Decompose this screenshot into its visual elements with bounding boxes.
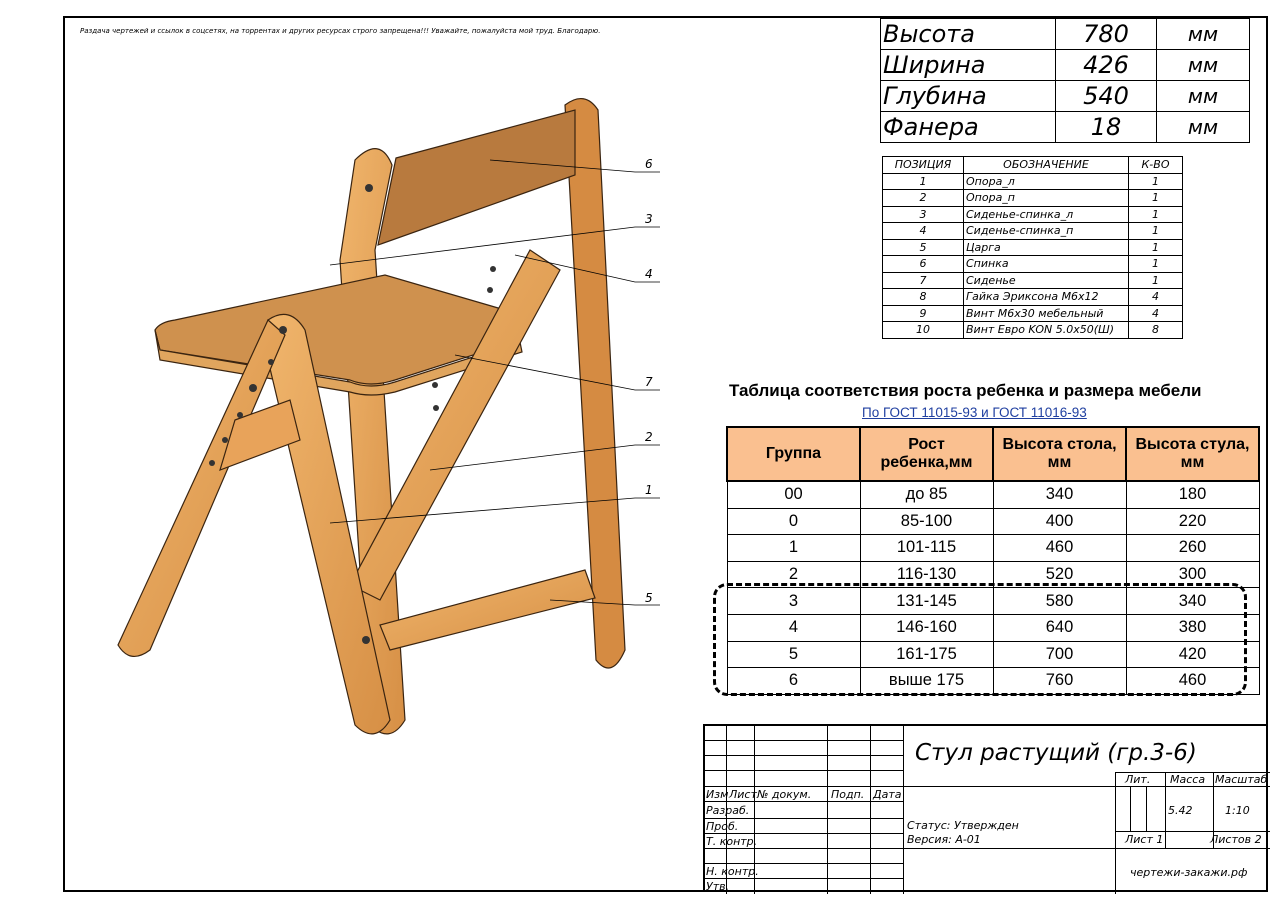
table-row: 00 до 85 340 180 (727, 481, 1259, 508)
table-header: ПОЗИЦИЯ ОБОЗНАЧЕНИЕ К-ВО (883, 157, 1183, 174)
backrest (378, 110, 575, 245)
age-table-title: Таблица соответствия роста ребенка и размера мебели (729, 381, 1202, 400)
table-row: 4 Сиденье-спинка_п 1 (883, 223, 1183, 240)
mass-value: 5.42 (1168, 804, 1193, 817)
table-row: 3 131-145 580 340 (727, 588, 1259, 615)
callout-1: 1 (645, 483, 653, 497)
table-row: 8 Гайка Эриксона М6х12 4 (883, 289, 1183, 306)
status-text: Статус: Утвержден (907, 819, 1019, 832)
parts-spec-table (882, 156, 1183, 339)
site-name: чертежи-закажи.рф (1130, 866, 1248, 879)
scale-value: 1:10 (1225, 804, 1250, 817)
table-header: Группа Рост ребенка,мм Высота стола, мм Высота стула, мм (727, 427, 1259, 481)
callout-6: 6 (645, 157, 653, 171)
table-row: 4 146-160 640 380 (727, 614, 1259, 641)
dimensions-table (880, 18, 1250, 143)
table-row: 0 85-100 400 220 (727, 508, 1259, 535)
callout-7: 7 (645, 375, 653, 389)
chair-illustration (0, 0, 700, 760)
callout-3: 3 (645, 212, 653, 226)
table-row: Ширина 426 мм (881, 50, 1250, 81)
table-row: 1 101-115 460 260 (727, 535, 1259, 562)
table-row: Глубина 540 мм (881, 81, 1250, 112)
table-row: 2 Опора_п 1 (883, 190, 1183, 207)
table-row: Высота 780 мм (881, 19, 1250, 50)
callout-2: 2 (645, 430, 653, 444)
table-row: Фанера 18 мм (881, 112, 1250, 143)
table-row: 10 Винт Евро KON 5.0х50(Ш) 8 (883, 322, 1183, 339)
table-row: 3 Сиденье-спинка_л 1 (883, 206, 1183, 223)
table-row: 5 161-175 700 420 (727, 641, 1259, 668)
table-row: 9 Винт М6х30 мебельный 4 (883, 305, 1183, 322)
table-row: 6 выше 175 760 460 (727, 668, 1259, 695)
stretcher (380, 570, 595, 650)
gost-link[interactable]: По ГОСТ 11015-93 и ГОСТ 11016-93 (862, 405, 1087, 420)
table-row: 1 Опора_л 1 (883, 173, 1183, 190)
drawing-title: Стул растущий (гр.3-6) (915, 740, 1197, 766)
callout-5: 5 (645, 591, 653, 605)
callout-4: 4 (645, 267, 653, 281)
title-block: Стул растущий (гр.3-6) Изм Лист № докум. Подп. Дата Разраб. Проб. Т. контр. Н. контр. Утв. Статус: Утвержден Версия: А-01 Лит. Масса Масштаб 5.42 1:10 Лист 1 Листов 2 чертежи-закажи.рф (703, 724, 1268, 892)
table-row: 6 Спинка 1 (883, 256, 1183, 273)
table-row: 7 Сиденье 1 (883, 272, 1183, 289)
copyright-notice: Раздача чертежей и ссылок в соцсетях, на торрентах и других ресурсах строго запрещена!!! Уважайте, пожалуйста мой труд. Благодарю. (80, 27, 601, 35)
table-row: 2 116-130 520 300 (727, 561, 1259, 588)
table-row: 5 Царга 1 (883, 239, 1183, 256)
version-text: Версия: А-01 (907, 833, 981, 846)
age-size-table (726, 426, 1260, 695)
